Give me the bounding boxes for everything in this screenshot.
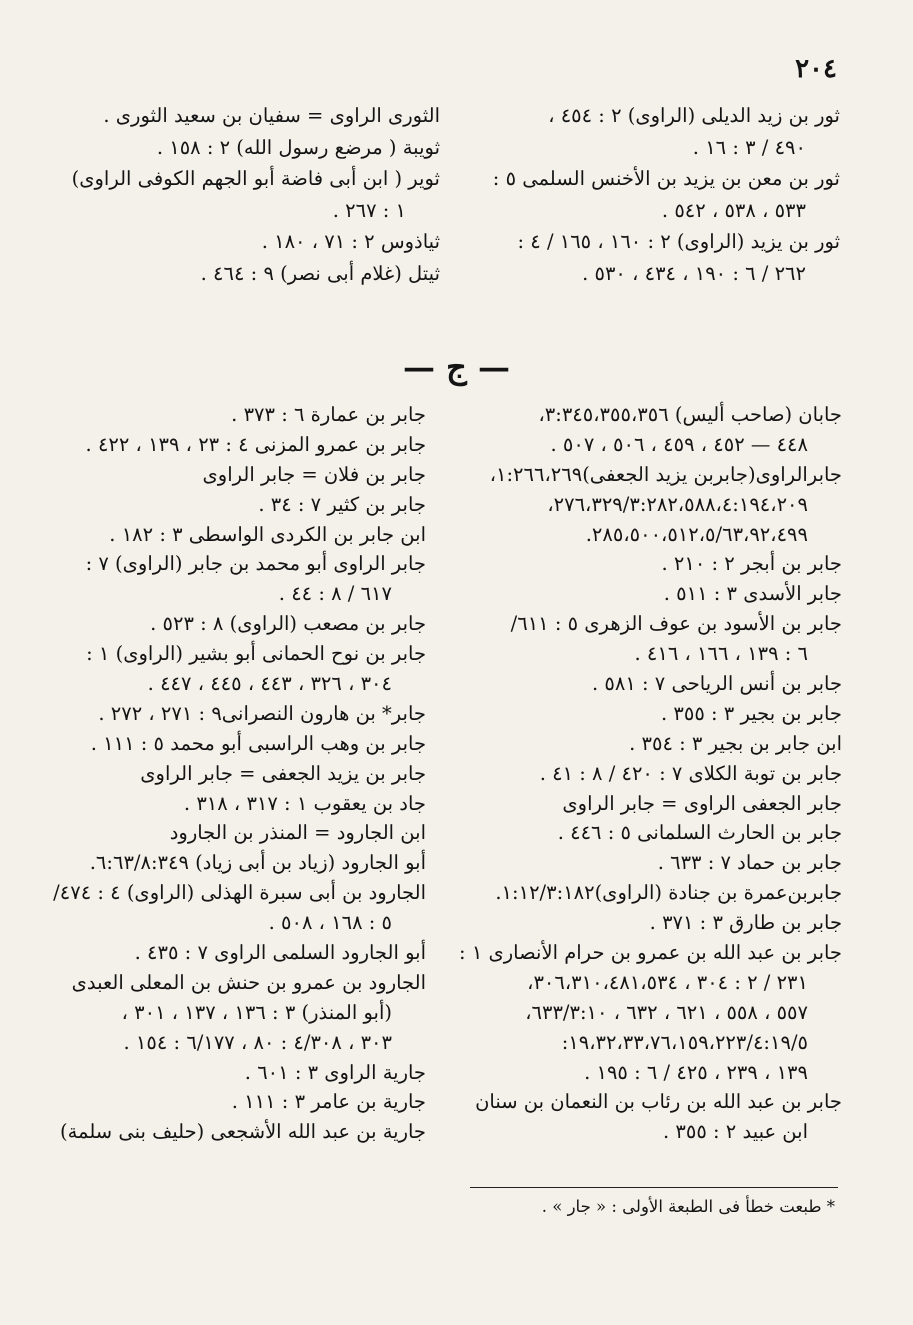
entry-line: جابر بن عبد الله بن عمرو بن حرام الأنصارى ١ : [459,941,842,965]
entry-line: ٥٣٣ ، ٥٣٨ ، ٥٤٢ . [661,198,806,222]
entry-line: جابر بن يزيد الجعفى = جابر الراوى [140,761,426,785]
entry-line: ثياذوس ٢ : ٧١ ، ١٨٠ . [261,230,440,253]
entry-line: ابن عبيد ٢ : ٣٥٥ . [662,1120,808,1144]
entry-line: جابرالراوى(جابربن يزيد الجعفى)١:٢٦٦،٢٦٩، [489,462,842,486]
top-left-column [71,100,440,289]
entry-line: الجارود بن عمرو بن حنش بن المعلى العبدى [71,970,426,994]
entry-line: جابر بن أبجر ٢ : ٢١٠ . [661,552,842,576]
entry-line: ثويبة ( مرضع رسول الله) ٢ : ١٥٨ . [156,135,440,159]
entry-line: ٥٥٧ ، ٥٥٨ ، ٦٢١ ، ٦٣٢ ، ٦٣٣/٣:١٠، [525,1000,808,1024]
top-right-column [468,100,840,289]
entry-line: جابر بن الحارث السلمانى ٥ : ٤٤٦ . [557,821,842,845]
page-number: ٢٠٤ [795,54,837,84]
entry-line: ٥ : ١٦٨ ، ٥٠٨ . [268,911,392,935]
entry-line: جابر الراوى أبو محمد بن جابر (الراوى) ٧ : [85,552,426,576]
main-section [53,400,842,1190]
entry-line: أبو الجارود (زياد بن أبى زياد) ٦:٦٣/٨:٣٤٩. [89,851,426,875]
entry-line: ١٩،٣٢،٣٣،٧٦،١٥٩،٢٢٣/٤:١٩/٥: [561,1030,808,1054]
entry-line: ثور بن معن بن يزيد بن الأخنس السلمى ٥ : [492,167,840,190]
entry-line: ٢٨٥،٥٠٠،٥١٢،٥/٦٣،٩٢،٤٩٩. [585,522,808,546]
entry-line: جابر بن أنس الرياحى ٧ : ٥٨١ . [591,672,842,696]
entry-line: جابر بن عمارة ٦ : ٣٧٣ . [231,403,426,426]
entry-line: ابن جابر بن بجير ٣ : ٣٥٤ . [629,731,842,755]
footnote: * طبعت خطأ فى الطبعة الأولى : « جار » . [541,1197,835,1216]
entry-line: جابر بن كثير ٧ : ٣٤ . [258,492,426,516]
entry-line: ٢٧٦،٣٢٩/٣:٢٨٢،٥٨٨،٤:١٩٤،٢٠٩، [547,492,808,516]
entry-line: ٢٦٢ / ٦ : ١٩٠ ، ٤٣٤ ، ٥٣٠ . [582,261,806,285]
entry-line: جابر بن عبد الله بن رئاب بن النعمان بن سنان [475,1090,842,1114]
entry-line: جابر بن فلان = جابر الراوى [202,462,426,486]
entry-line: ٣٠٣ ، ٤/٣٠٨ : ٨٠ ، ٦/١٧٧ : ١٥٤ . [123,1030,392,1054]
entry-line: أبو الجارود السلمى الراوى ٧ : ٤٣٥ . [134,941,426,965]
entry-line: ثور بن زيد الديلى (الراوى) ٢ : ٤٥٤ ، [548,104,840,127]
entry-line: جابر الجعفى الراوى = جابر الراوى [562,791,842,815]
top-section [60,100,840,300]
entry-line: جابر بن توبة الكلاى ٧ : ٤٢٠ / ٨ : ٤١ . [539,761,842,785]
entry-line: ثيتل (غلام أبى نصر) ٩ : ٤٦٤ . [200,261,440,285]
entry-line: جابر بن وهب الراسبى أبو محمد ٥ : ١١١ . [90,731,426,755]
entry-line: ٢٣١ / ٢ : ٣٠٤ ، ٣٠٦،٣١٠،٤٨١،٥٣٤، [527,970,808,994]
entry-line: ٣٠٤ ، ٣٢٦ ، ٤٤٣ ، ٤٤٥ ، ٤٤٧ . [147,672,392,696]
entry-line: جابر بن طارق ٣ : ٣٧١ . [649,911,842,935]
letter-heading: — ج — [403,348,510,386]
entry-line: جارية بن عامر ٣ : ١١١ . [231,1090,426,1114]
entry-line: جاد بن يعقوب ١ : ٣١٧ ، ٣١٨ . [183,791,426,815]
entry-line: جارية الراوى ٣ : ٦٠١ . [244,1060,426,1084]
entry-line: جارية بن عبد الله الأشجعى (حليف بنى سلمة) [60,1120,426,1144]
entry-line: (أبو المنذر) ٣ : ١٣٦ ، ١٣٧ ، ٣٠١ ، [121,1000,392,1024]
footnote-rule [470,1187,838,1188]
entry-line: ابن جابر بن الكردى الواسطى ٣ : ١٨٢ . [109,522,426,546]
entry-line: ٦ : ١٣٩ ، ١٦٦ ، ٤١٦ . [634,642,808,666]
entry-line: جابر بن مصعب (الراوى) ٨ : ٥٢٣ . [150,612,426,636]
entry-line: جابر* بن هارون النصرانى٩ : ٢٧١ ، ٢٧٢ . [98,701,426,725]
entry-line: الجارود بن أبى سبرة الهذلى (الراوى) ٤ : ٤٧٤/ [53,881,426,905]
entry-line: جابربن‌عمرة بن جنادة (الراوى)١:١٢/٣:١٨٢. [495,881,842,905]
entry-line: جابر بن بجير ٣ : ٣٥٥ . [661,701,842,725]
entry-line: جابر بن نوح الحمانى أبو بشير (الراوى) ١ : [86,642,426,666]
entry-line: جابر الأسدى ٣ : ٥١١ . [663,582,842,606]
entry-line: ٦١٧ / ٨ : ٤٤ . [278,582,392,606]
main-left-column [53,400,426,1147]
entry-line: ثوير ( ابن أبى فاضة أبو الجهم الكوفى الراوى) [71,167,440,190]
entry-line: ثور بن يزيد (الراوى) ٢ : ١٦٠ ، ١٦٥ / ٤ : [517,230,840,253]
entry-line: ١٣٩ ، ٢٣٩ ، ٤٢٥ / ٦ : ١٩٥ . [584,1060,808,1084]
entry-line: ابن الجارود = المنذر بن الجارود [169,821,426,845]
entry-line: الثورى الراوى = سفيان بن سعيد الثورى . [103,104,440,127]
entry-line: ٤٤٨ — ٤٥٢ ، ٤٥٩ ، ٥٠٦ ، ٥٠٧ . [550,432,808,456]
main-right-column [459,400,842,1147]
entry-line: ٤٩٠ / ٣ : ١٦ . [692,135,806,159]
entry-line: ١ : ٢٦٧ . [332,198,406,222]
entry-line: جابر بن عمرو المزنى ٤ : ٢٣ ، ١٣٩ ، ٤٢٢ . [85,432,426,456]
entry-line: جابان (صاحب أليس) ٣:٣٤٥،٣٥٥،٣٥٦، [538,403,842,426]
entry-line: جابر بن حماد ٧ : ٦٣٣ . [657,851,842,875]
entry-line: جابر بن الأسود بن عوف الزهرى ٥ : ٦١١/ [510,612,842,636]
